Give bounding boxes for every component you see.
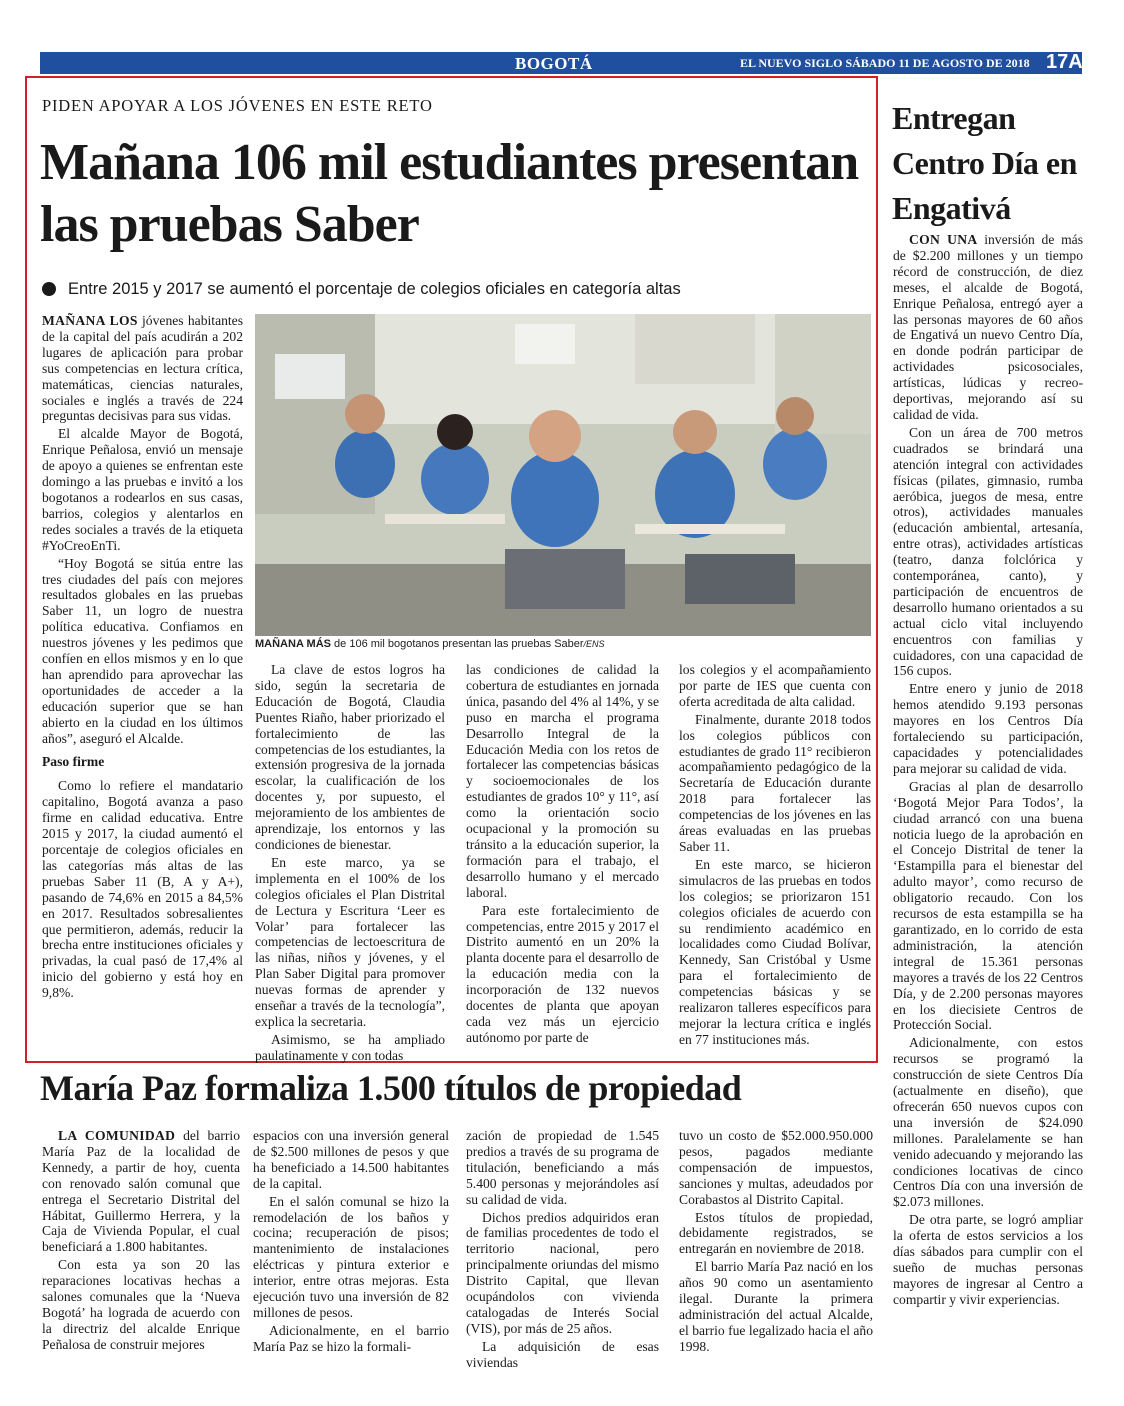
paragraph: zación de propiedad de 1.545 predios a través de su programa de titulación, beneficiando a más 5.400 personas y mejorándoles así su calidad de vida. (466, 1128, 659, 1207)
paragraph: Adicionalmente, en el barrio María Paz se hizo la formali- (253, 1322, 449, 1354)
paragraph: La clave de estos logros ha sido, según la secretaria de Educación de Bogotá, Claudia Puentes Riaño, haber priorizado el fortalecimiento de las competencias de los estudiantes, la extensión progresiva de la jornada escolar, la cualificación de los docentes y, por supuesto, el mejoramiento de los ambientes de aprendizaje, los entornos y las condiciones de bienestar. (255, 662, 445, 852)
second-column-1 (42, 1128, 240, 1355)
side-column (893, 232, 1083, 1310)
paragraph: Con un área de 700 metros cuadrados se brindará una atención integral con actividades físicas (pilates, gimnasio, rumba aeróbica, juegos de mesa, entre otros), actividades manuales (educación ambiental, artesanía, entre otras), actividades artísticas (teatro, danza folclórica y contemporánea, canto), y participación de encuentros de desarrollo humano orientados a su actual ciclo vital incluyendo encuentros con familias y cuidadores, con una capacidad de 156 cupos. (893, 424, 1083, 679)
paragraph: Asimismo, se ha ampliado paulatinamente y con todas (255, 1031, 445, 1063)
main-column-3 (466, 662, 659, 1048)
paragraph: espacios con una inversión general de $2.500 millones de pesos y que ha beneficiado a 14.500 habitantes de la capital. (253, 1128, 449, 1191)
paragraph: De otra parte, se logró ampliar la oferta de estos servicios a los días sábados para cumplir con el sueño de muchas personas mayores de ingresar al Centro a compartir y vivir experiencias. (893, 1212, 1083, 1307)
page-number: 17A (1046, 51, 1083, 73)
main-column-2 (255, 662, 445, 1066)
paragraph: CON UNA inversión de más de $2.200 millones y un tiempo récord de construcción, de diez meses, el alcalde de Bogotá, Enrique Peñalosa, entregó ayer a las personas mayores de 60 años de Engativá un nuevo Centro Día, en donde podrán participar de actividades psicosociales, artísticas, lúdicas y recreo-deportivas, mejorando así su calidad de vida. (893, 232, 1083, 422)
photo-credit: /ENS (583, 639, 605, 649)
main-column-1 (42, 313, 243, 1003)
paragraph: Dichos predios adquiridos eran de familias procedentes de todo el territorio nacional, pero principalmente oriundas del mismo Distrito Capital, que llevan ocupándolos con vivienda catalogadas de Interés Social (VIS), por más de 25 años. (466, 1209, 659, 1336)
paragraph: Estos títulos de propiedad, debidamente registrados, se entregarán en noviembre de 2018. (679, 1209, 873, 1257)
paragraph: LA COMUNIDAD del barrio María Paz de la localidad de Kennedy, a partir de hoy, cuenta con renovado salón comunal que entrega el Secretario Distrital del Hábitat, Guillermo Herrera, y la Caja de Vivienda Popular, el cual beneficiará a 1.800 habitantes. (42, 1128, 240, 1255)
subhead-text: Entre 2015 y 2017 se aumentó el porcentaje de colegios oficiales en categoría altas (68, 280, 681, 298)
section-label: BOGOTÁ (515, 54, 593, 73)
paper-info: EL NUEVO SIGLO SÁBADO 11 DE AGOSTO DE 2018 (740, 56, 1030, 70)
second-headline: María Paz formaliza 1.500 títulos de propiedad (40, 1068, 742, 1108)
classroom-photo (255, 314, 871, 636)
bullet-icon (42, 282, 56, 296)
paragraph: El alcalde Mayor de Bogotá, Enrique Peñalosa, envió un mensaje de apoyo a quienes se enfrentan este domingo a las pruebas e invitó a los bogotanos a rodearlos en sus casas, barrios, colegios y alentarlos en redes sociales a través de la etiqueta #YoCreoEnTi. (42, 426, 243, 553)
subhead (42, 280, 872, 299)
paragraph: tuvo un costo de $52.000.950.000 pesos, pagados mediante compensación de impuestos, sanciones y multas, adeudados por Corabastos al Distrito Capital. (679, 1128, 873, 1207)
photo-caption: MAÑANA MÁS de 106 mil bogotanos presentan las pruebas Saber/ENS (255, 638, 605, 650)
paragraph: Como lo refiere el mandatario capitalino, Bogotá avanza a paso firme en calidad educativa. Entre 2015 y 2017, la ciudad aumentó el porcentaje de colegios oficiales en las categorías más altas de las pruebas Saber 11 (B, A y A+), pasando de 74,6% en 2015 a 84,5% en 2017. Resultados sobresalientes que permitieron, además, reducir la brecha entre instituciones oficiales y privadas, la cual pasó de 17,4% al inicio del gobierno y está hoy en 9,8%. (42, 778, 243, 1001)
second-column-2 (253, 1128, 449, 1357)
main-headline: Mañana 106 mil estudiantes presentan las pruebas Saber (40, 134, 859, 253)
paragraph: Entre enero y junio de 2018 hemos atendido 9.193 personas mayores en los Centros Día fortaleciendo su participación, capacidades y potencialidades para mejorar su calidad de vida. (893, 681, 1083, 776)
main-column-4 (679, 662, 871, 1050)
classroom-photo-illustration (255, 314, 871, 636)
paragraph: Adicionalmente, con estos recursos se programó la construcción de siete Centros Día (actualmente en diseño), que ofrecerán 650 nuevos cupos con una inversión de $24.090 millones. Paralelamente se han venido adecuando y mejorando las condiciones locativas de cinco Centros Día con una inversión de $2.073 millones. (893, 1035, 1083, 1210)
paragraph: Con esta ya son 20 las reparaciones locativas hechas a salones comunales que la ‘Nueva Bogotá’ ha lograda de acuerdo con la directriz del alcalde Enrique Peñalosa de construir mejores (42, 1257, 240, 1352)
paragraph: las condiciones de calidad la cobertura de estudiantes en jornada única, pasando del 4% al 14%, y se puso en marcha el programa Desarrollo Integral de la Educación Media con los retos de fortalecer las competencias básicas y socioemocionales de los estudiantes de grados 10° y 11°, así como la orientación socio ocupacional y la promoción su tránsito a la educación superior, la formación para el trabajo, el desarrollo humano y el mercado laboral. (466, 662, 659, 900)
lead-word: LA COMUNIDAD (58, 1128, 176, 1143)
paragraph: La adquisición de esas viviendas (466, 1338, 659, 1370)
lead-word: CON UNA (909, 232, 978, 247)
paragraph: Para este fortalecimiento de competencias, entre 2015 y 2017 el Distrito aumentó en un 20% la planta docente para el desarrollo de la educación media con la incorporación de 132 nuevos docentes de planta que apoyan cada vez más un ejercicio autónomo por parte de (466, 902, 659, 1045)
subtitle-paso-firme: Paso firme (42, 754, 105, 770)
paragraph: MAÑANA LOS jóvenes habitantes de la capital del país acudirán a 202 lugares de aplicación para probar sus competencias en lectura crítica, matemáticas, ciencias naturales, sociales e inglés a través de 224 preguntas decisivas para sus vidas. (42, 313, 244, 424)
paragraph: Gracias al plan de desarrollo ‘Bogotá Mejor Para Todos’, la ciudad arrancó con una buena noticia luego de la aprobación en el Concejo Distrital de tener la ‘Estampilla para el bienestar del adulto mayor’, como recurso de obligatorio recaudo. Con los recursos de esta estampilla se ha garantizado, en lo corrido de esta administración, la atención integral de 15.361 personas mayores a través de los 22 Centros Día, y de 2.200 personas mayores en los diecisiete Centros de Protección Social. (893, 778, 1083, 1033)
paragraph: En este marco, ya se implementa en el 100% de los colegios oficiales el Plan Distrital de Lectura y Escritura ‘Leer es Volar’ para fortalecer las competencias de lectoescritura de las niñas, niños y jóvenes, y el Plan Saber Digital para promover nuevas formas de aprender y enseñar a través de la tecnología”, explica la secretaria. (255, 854, 445, 1029)
second-column-4 (679, 1128, 873, 1357)
paragraph: Finalmente, durante 2018 todos los colegios públicos con estudiantes de grado 11° recibieron acompañamiento pedagógico de la Secretaría de Educación durante 2018 para fortalecer las competencias de los jóvenes en las áreas evaluadas en las pruebas Saber 11. (679, 711, 871, 854)
paragraph: El barrio María Paz nació en los años 90 como un asentamiento ilegal. Durante la primera administración del actual Alcalde, el barrio fue legalizado hacia el año 1998. (679, 1259, 873, 1354)
second-column-3 (466, 1128, 659, 1373)
paragraph: los colegios y el acompañamiento por parte de IES que cuenta con oferta acreditada de alta calidad. (679, 662, 871, 709)
kicker: PIDEN APOYAR A LOS JÓVENES EN ESTE RETO (42, 96, 433, 115)
paragraph: “Hoy Bogotá se sitúa entre las tres ciudades del país con mejores resultados globales en las pruebas Saber 11, un logro de nuestra política educativa. Confiamos en nuestros jóvenes y les pedimos que confíen en ellos mismos y en lo que han aprendido para aprovechar las oportunidades de acceder a la educación superior que se han abierto en la ciudad en los últimos años”, aseguró el Alcalde. (42, 555, 243, 746)
side-headline: Entregan Centro Día en Engativá (892, 100, 1077, 226)
paragraph: En el salón comunal se hizo la remodelación de los baños y cocina; recuperación de pisos; mantenimiento de instalaciones eléctricas y pintura exterior e interior, entre otras mejoras. Esta ejecución tuvo una inversión de 82 millones de pesos. (253, 1193, 449, 1320)
paragraph: En este marco, se hicieron simulacros de las pruebas en todos los colegios; se priorizaron 151 colegios oficiales de acuerdo con su rendimiento académico en localidades como Ciudad Bolívar, Kennedy, San Cristóbal y Usme para el fortalecimiento de competencias básicas y se realizaron talleres específicos para mejorar la lectura crítica e inglés en 77 instituciones más. (679, 856, 871, 1047)
lead-word: MAÑANA LOS (42, 313, 138, 328)
